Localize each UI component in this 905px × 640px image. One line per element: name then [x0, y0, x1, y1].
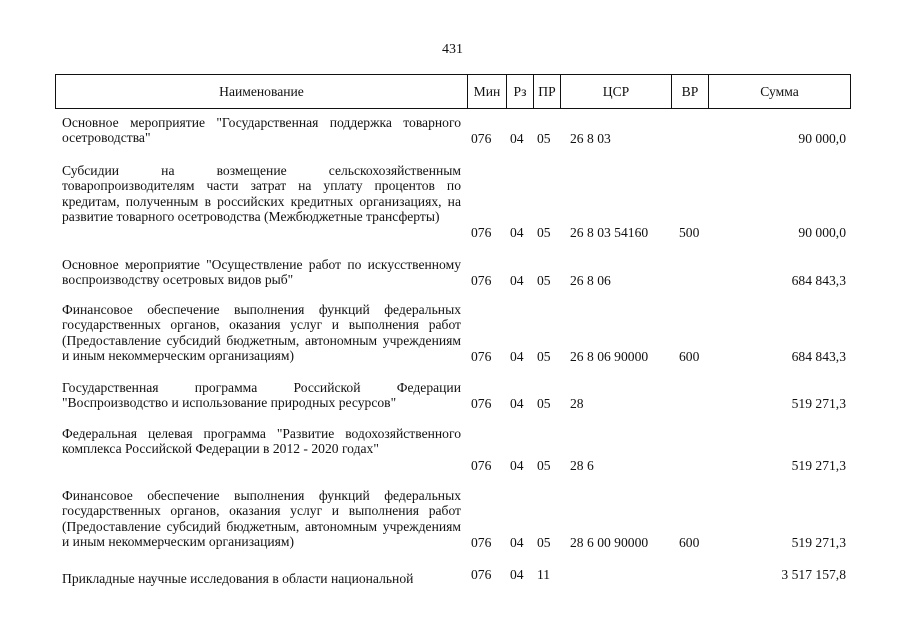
- row-pr: 05: [537, 395, 551, 411]
- row-name: Финансовое обеспечение выполнения функций федеральных государственных органов, оказания услуг и выполнения работ (Предоставление субсидий бюджетным, автономным учреждениям и иным некоммерческим организациям): [62, 302, 461, 364]
- row-name: Субсидии на возмещение сельскохозяйственным товаропроизводителям части затрат на уплату процентов по кредитам, полученным в российских кредитных организациях, на развитие товарного осетроводства (Межбюджетные трансферты): [62, 163, 461, 225]
- header-csr: ЦСР: [561, 75, 672, 108]
- row-rz: 04: [510, 534, 524, 550]
- row-min: 076: [471, 567, 492, 582]
- row-sum: 90 000,0: [798, 224, 846, 240]
- row-name: Прикладные научные исследования в области национальной: [62, 571, 414, 586]
- row-csr: 28 6 00 90000: [570, 534, 649, 550]
- header-rz: Рз: [507, 75, 534, 108]
- row-rz: 04: [510, 457, 524, 473]
- row-pr: 05: [537, 272, 551, 288]
- table-row: [0, 257, 905, 288]
- table-row: [0, 426, 905, 473]
- row-pr: 05: [537, 457, 551, 473]
- header-sum: Сумма: [760, 84, 799, 99]
- row-rz: 04: [510, 272, 524, 288]
- row-name: Основное мероприятие "Осуществление работ по искусственному воспроизводству осетровых видов рыб": [62, 257, 461, 288]
- row-sum: 3 517 157,8: [781, 567, 846, 582]
- table-row: [0, 163, 905, 240]
- row-csr: 28: [570, 395, 584, 411]
- row-pr: 11: [537, 567, 551, 582]
- table-row: [0, 380, 905, 411]
- row-csr: 26 8 03: [570, 130, 611, 146]
- row-min: 076: [471, 130, 492, 146]
- row-pr: 05: [537, 534, 551, 550]
- row-vr: 500: [679, 224, 700, 240]
- table-row: [0, 488, 905, 550]
- row-min: 076: [471, 395, 492, 411]
- header-vr: ВР: [672, 75, 709, 108]
- row-rz: 04: [510, 130, 524, 146]
- row-vr: 600: [679, 534, 700, 550]
- row-pr: 05: [537, 130, 551, 146]
- row-sum: 519 271,3: [791, 457, 846, 473]
- row-csr: 26 8 06 90000: [570, 348, 649, 364]
- row-rz: 04: [510, 348, 524, 364]
- table-row: [0, 302, 905, 364]
- row-vr: 600: [679, 348, 700, 364]
- row-pr: 05: [537, 224, 551, 240]
- row-name: Финансовое обеспечение выполнения функций федеральных государственных органов, оказания услуг и выполнения работ (Предоставление субсидий бюджетным, автономным учреждениям и иным некоммерческим организациям): [62, 488, 461, 550]
- row-csr: 26 8 06: [570, 272, 611, 288]
- header-name: Наименование: [56, 75, 468, 108]
- row-min: 076: [471, 348, 492, 364]
- row-sum: 519 271,3: [791, 395, 846, 411]
- row-name: Основное мероприятие "Государственная поддержка товарного осетроводства": [62, 115, 461, 146]
- table-row: [0, 567, 905, 598]
- row-csr: 28 6: [570, 457, 594, 473]
- row-min: 076: [471, 457, 492, 473]
- row-sum: 684 843,3: [791, 348, 846, 364]
- row-name: Федеральная целевая программа "Развитие водохозяйственного комплекса Российской Федерации в 2012 - 2020 годах": [62, 426, 461, 457]
- table-row: [0, 115, 905, 146]
- header-min: Мин: [468, 75, 507, 108]
- row-pr: 05: [537, 348, 551, 364]
- page-number: 431: [442, 42, 463, 57]
- row-rz: 04: [510, 395, 524, 411]
- table-header: [55, 74, 851, 109]
- row-csr: 26 8 03 54160: [570, 224, 649, 240]
- row-rz: 04: [510, 567, 524, 582]
- row-min: 076: [471, 224, 492, 240]
- header-pr: ПР: [534, 75, 561, 108]
- row-sum: 684 843,3: [791, 272, 846, 288]
- row-sum: 519 271,3: [791, 534, 846, 550]
- row-sum: 90 000,0: [798, 130, 846, 146]
- row-name: Государственная программа Российской Федерации "Воспроизводство и использование природных ресурсов": [62, 380, 461, 411]
- row-min: 076: [471, 272, 492, 288]
- row-min: 076: [471, 534, 492, 550]
- row-rz: 04: [510, 224, 524, 240]
